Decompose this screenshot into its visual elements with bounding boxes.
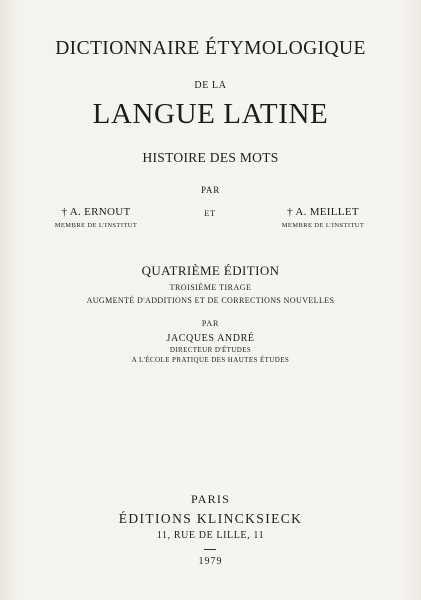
author-meillet-affiliation: MEMBRE DE L'INSTITUT — [281, 222, 365, 229]
reviser-by-label: PAR — [201, 319, 220, 328]
title-main: LANGUE LATINE — [92, 98, 329, 130]
imprint-year: 1979 — [198, 556, 223, 567]
author-meillet: † A. MEILLET — [287, 206, 359, 218]
title-line-2: DE LA — [194, 80, 227, 91]
imprint-city: PARIS — [191, 492, 230, 506]
title-line-1: DICTIONNAIRE ÉTYMOLOGIQUE — [55, 38, 366, 59]
authors-conjunction: ET — [204, 208, 216, 218]
author-ernout-affiliation: MEMBRE DE L'INSTITUT — [54, 222, 138, 229]
imprint-publisher: ÉDITIONS KLINCKSIECK — [118, 511, 303, 526]
reviser-name: JACQUES ANDRÉ — [166, 333, 255, 344]
by-label: PAR — [200, 185, 221, 195]
imprint-address: 11, RUE DE LILLE, 11 — [156, 530, 265, 541]
edition-title: QUATRIÈME ÉDITION — [141, 263, 280, 278]
reviser-role: DIRECTEUR D'ÉTUDES — [169, 346, 252, 354]
edition-augmented: AUGMENTÉ D'ADDITIONS ET DE CORRECTIONS NOUVELLES — [86, 296, 335, 305]
divider-rule — [204, 549, 216, 550]
reviser-institution: A L'ÉCOLE PRATIQUE DES HAUTES ÉTUDES — [131, 356, 290, 364]
edition-printing: TROISIÈME TIRAGE — [169, 283, 252, 292]
subtitle: HISTOIRE DES MOTS — [142, 150, 279, 165]
author-ernout: † A. ERNOUT — [61, 206, 131, 218]
